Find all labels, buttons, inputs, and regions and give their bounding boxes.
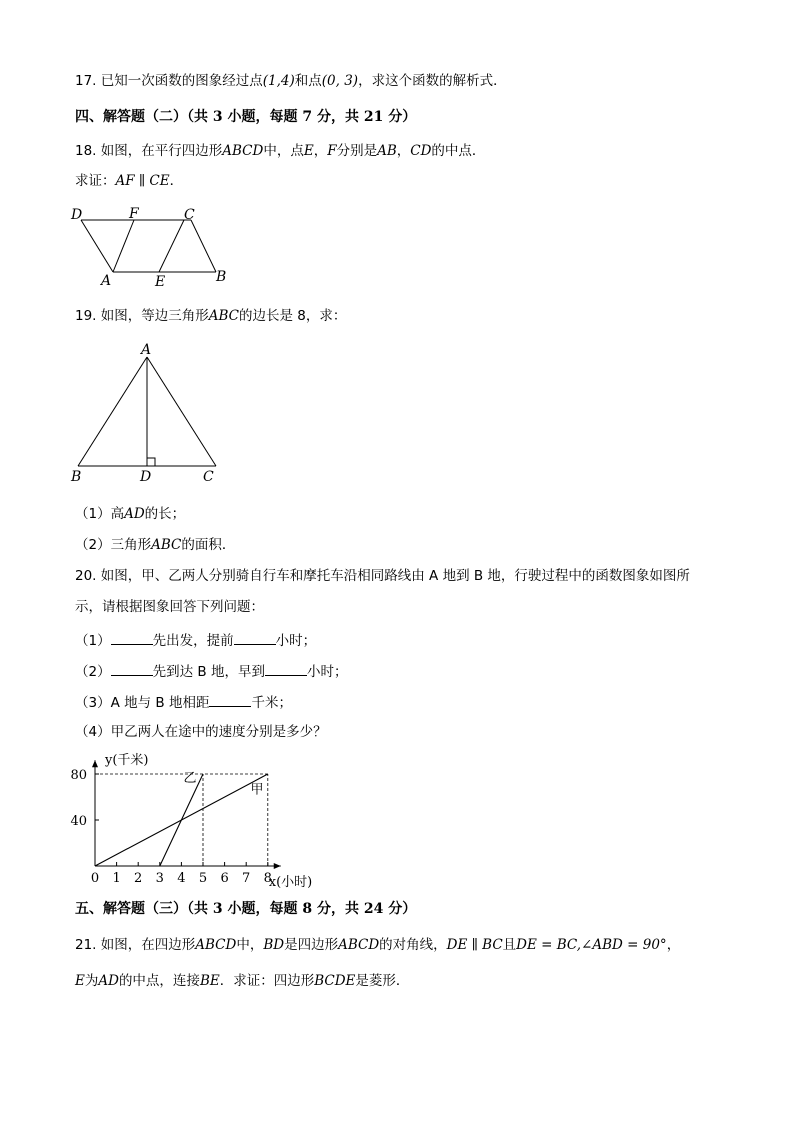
q19-text: 的边长是 8，求： (239, 308, 347, 324)
triangle-figure (66, 340, 226, 485)
q20-text: （3）A 地与 B 地相距 (75, 695, 210, 711)
q20-text: 小时； (275, 633, 317, 649)
q20-line1: 20. 如图，甲、乙两人分别骑自行车和摩托车沿相同路线由 A 地到 B 地，行驶过程中的函数图象如图所 (75, 568, 690, 584)
q19-line1 (75, 307, 346, 325)
q17-point1: (1,4) (262, 73, 295, 89)
q19-seg-ad: AD (124, 506, 145, 522)
q20-sub3 (75, 692, 292, 712)
label-d: D (140, 469, 152, 485)
x-tick-label: 4 (177, 871, 186, 886)
x-tick-label: 8 (263, 871, 272, 886)
q21-text: 是四边形 (284, 937, 339, 953)
q20-text: 先到达 B 地，早到 (152, 664, 265, 680)
q19-triangle: ABC (208, 308, 240, 324)
answer-blank[interactable] (209, 692, 251, 707)
q17-text: 和点 (294, 73, 322, 89)
q17-line (75, 72, 507, 90)
q18-point-f: F (327, 143, 337, 159)
q20-sub1 (75, 630, 316, 650)
q18-text: 中，点 (263, 143, 304, 159)
x-tick-label: 1 (112, 871, 121, 886)
chart-series (95, 774, 268, 866)
y-axis-arrow (92, 760, 98, 767)
x-tick-label: 5 (198, 871, 208, 886)
q18-text: 求证： (75, 173, 116, 189)
segment-af (113, 220, 134, 272)
q18-text: ， (396, 143, 411, 159)
edge-ab (78, 357, 147, 466)
right-angle-mark (147, 458, 155, 466)
q19-sub2 (75, 536, 235, 554)
edge-cb (191, 220, 216, 272)
label-b: B (216, 269, 227, 285)
x-axis-label: x(小时) (268, 875, 313, 890)
series-label: 甲 (250, 782, 264, 798)
chart-labels (70, 752, 312, 890)
q20-line2: 示，请根据图象回答下列问题： (75, 599, 264, 615)
label-a: A (101, 273, 112, 289)
q18-text: 分别是 (336, 143, 378, 159)
q20-sub2 (75, 661, 347, 681)
y-axis-label: y(千米) (105, 753, 149, 769)
q18-text: 18. 如图，在平行四边形 (75, 143, 223, 159)
q19-text: 的长； (144, 506, 186, 522)
label-d: D (71, 207, 83, 223)
q20-text: 小时； (306, 664, 348, 680)
q21-text: 21. 如图，在四边形 (75, 937, 196, 953)
q18-line2 (75, 172, 183, 190)
q21-seg-bd: BD (263, 937, 285, 953)
q21-quad: ABCD (338, 937, 380, 953)
answer-blank[interactable] (265, 661, 307, 676)
q21-text: ．求证：四边形 (219, 973, 315, 989)
q21-text: ， (666, 937, 681, 953)
q20-text: （1） (75, 633, 111, 649)
label-e: E (155, 274, 166, 290)
q18-seg-ab: AB (377, 143, 397, 159)
q19-text: （1）高 (75, 506, 125, 522)
answer-blank[interactable] (111, 661, 153, 676)
q21-line1 (75, 936, 680, 954)
q18-quad: ABCD (222, 143, 264, 159)
series-label: 乙 (183, 771, 197, 787)
answer-blank[interactable] (234, 630, 276, 645)
q19-text: 的面积． (181, 537, 236, 553)
y-tick-label: 40 (70, 814, 87, 829)
q17-point2: (0, 3) (321, 73, 359, 89)
q18-text: 的中点． (431, 143, 486, 159)
label-a: A (141, 342, 152, 358)
q21-quad: BCDE (314, 973, 356, 989)
q21-text: 是菱形． (355, 973, 410, 989)
x-tick-label: 2 (134, 871, 143, 886)
label-f: F (129, 206, 139, 222)
q20-text: 千米； (251, 695, 292, 711)
q20-text: （2） (75, 664, 111, 680)
q17-text: 17. 已知一次函数的图象经过点 (75, 73, 263, 89)
section4-heading: 四、解答题（二）（共 3 小题，每题 7 分，共 21 分） (75, 109, 417, 125)
x-tick-label: 0 (90, 871, 100, 886)
section5-heading: 五、解答题（三）（共 3 小题，每题 8 分，共 24 分） (75, 901, 417, 917)
q19-triangle: ABC (151, 537, 182, 553)
q18-line1 (75, 142, 485, 160)
q21-text: 中， (236, 937, 264, 953)
q18-point-e: E (303, 143, 314, 159)
x-tick-label: 3 (155, 871, 164, 886)
q21-text: 的中点，连接 (118, 973, 200, 989)
q21-seg-be: BE (199, 973, 220, 989)
q18-proof: AF ∥ CE (115, 173, 170, 189)
q17-text: ，求这个函数的解析式． (358, 73, 507, 89)
q19-sub1 (75, 505, 185, 523)
label-b: B (71, 469, 82, 485)
edge-da (81, 220, 113, 272)
segment-ce (159, 220, 184, 272)
q18-text: ． (169, 173, 184, 189)
q21-line2 (75, 972, 409, 990)
answer-blank[interactable] (111, 630, 153, 645)
q21-seg-ad: AD (98, 973, 119, 989)
q21-cond: DE = BC,∠ABD = 90° (516, 937, 667, 953)
parallelogram-figure (66, 203, 236, 293)
q21-text: 且 (502, 937, 517, 953)
q21-text: 为 (84, 973, 99, 989)
x-axis-arrow (274, 863, 281, 869)
q18-seg-cd: CD (410, 143, 432, 159)
q21-point-e: E (75, 973, 85, 989)
distance-time-chart (60, 746, 340, 896)
x-tick-label: 7 (242, 871, 251, 886)
q20-sub4: （4）甲乙两人在途中的速度分别是多少？ (75, 724, 327, 740)
x-tick-label: 6 (220, 871, 229, 886)
label-c: C (184, 207, 195, 223)
q19-text: （2）三角形 (75, 537, 152, 553)
y-tick-label: 80 (70, 768, 87, 783)
q20-text: 先出发，提前 (152, 633, 234, 649)
edge-ac (147, 357, 216, 466)
series-line (160, 774, 203, 866)
q21-cond: DE ∥ BC (446, 937, 503, 953)
q19-text: 19. 如图，等边三角形 (75, 308, 209, 324)
label-c: C (203, 469, 214, 485)
q18-text: ， (313, 143, 328, 159)
q21-text: 的对角线， (379, 937, 447, 953)
q21-quad: ABCD (195, 937, 237, 953)
